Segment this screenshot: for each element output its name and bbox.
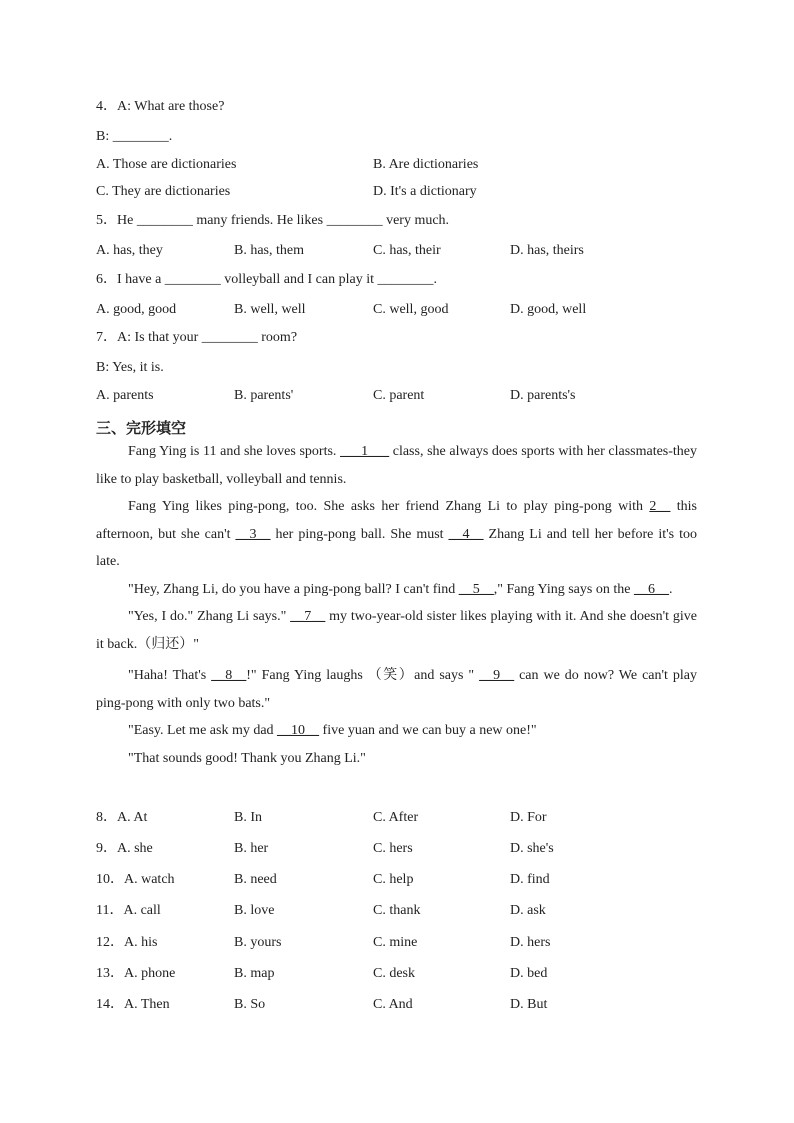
cloze-12-option-c: C. mine bbox=[373, 935, 418, 950]
cloze-12-option-d: D. hers bbox=[510, 935, 551, 950]
question-5-option-c: C. has, their bbox=[373, 243, 441, 258]
cloze-11-option-d: D. ask bbox=[510, 903, 546, 918]
passage-paragraph-4: "Yes, I do." Zhang Li says." __7__ my two-year-old sister likes playing with it. And she doesn't give it back.（归还）" bbox=[96, 609, 697, 652]
cloze-11-option-a: 11．A. call bbox=[96, 903, 161, 918]
cloze-11-option-b: B. love bbox=[234, 903, 275, 918]
blank-7: __7__ bbox=[290, 609, 326, 624]
cloze-9-option-c: C. hers bbox=[373, 841, 413, 856]
cloze-passage bbox=[96, 438, 697, 772]
blank-1: ___1___ bbox=[340, 444, 390, 459]
blank-5: __5__ bbox=[458, 581, 494, 597]
cloze-13-option-c: C. desk bbox=[373, 966, 415, 981]
question-5-option-a: A. has, they bbox=[96, 243, 163, 258]
passage-paragraph-7: "That sounds good! Thank you Zhang Li." bbox=[128, 750, 366, 766]
blank-10: __10__ bbox=[277, 723, 320, 738]
cloze-8-option-c: C. After bbox=[373, 810, 419, 825]
question-7-reply: B: Yes, it is. bbox=[96, 360, 164, 375]
question-7-option-d: D. parents's bbox=[510, 388, 576, 403]
question-6-option-c: C. well, good bbox=[373, 302, 449, 317]
cloze-10-option-d: D. find bbox=[510, 872, 550, 887]
question-6-text: 6．I have a ________ volleyball and I can play it ________. bbox=[96, 272, 437, 287]
cloze-13-option-d: D. bed bbox=[510, 966, 548, 981]
question-4-option-c: C. They are dictionaries bbox=[96, 184, 231, 199]
cloze-8-option-a: 8．A. At bbox=[96, 810, 148, 825]
question-4-reply: B: ________. bbox=[96, 129, 173, 144]
cloze-10-option-a: 10．A. watch bbox=[96, 872, 175, 887]
cloze-8-option-d: D. For bbox=[510, 810, 547, 825]
question-7-text: 7．A: Is that your ________ room? bbox=[96, 330, 298, 345]
cloze-8-option-b: B. In bbox=[234, 810, 262, 825]
cloze-14-option-a: 14．A. Then bbox=[96, 997, 170, 1012]
cloze-12-option-a: 12．A. his bbox=[96, 935, 158, 950]
question-4-option-a: A. Those are dictionaries bbox=[96, 157, 237, 172]
cloze-9-option-b: B. her bbox=[234, 841, 269, 856]
question-5-text: 5．He ________ many friends. He likes ________ very much. bbox=[96, 213, 450, 228]
cloze-12-option-b: B. yours bbox=[234, 935, 282, 950]
passage-paragraph-2: Fang Ying likes ping-pong, too. She asks her friend Zhang Li to play ping-pong with 2__ this afternoon, but she can't __3__ her ping-pong ball. She must __4__ Zhang Li and tell her before it's too late. bbox=[96, 499, 697, 569]
blank-2: 2__ bbox=[649, 499, 671, 514]
section-title-cloze: 三、完形填空 bbox=[96, 419, 187, 437]
cloze-10-option-c: C. help bbox=[373, 872, 414, 887]
question-6-option-d: D. good, well bbox=[510, 302, 587, 317]
question-6-option-b: B. well, well bbox=[234, 302, 306, 317]
question-7-option-c: C. parent bbox=[373, 388, 425, 403]
blank-4: __4__ bbox=[448, 526, 484, 542]
question-5-option-b: B. has, them bbox=[234, 243, 304, 258]
cloze-9-option-a: 9．A. she bbox=[96, 841, 153, 856]
cloze-14-option-b: B. So bbox=[234, 997, 266, 1012]
question-4-text: 4．A: What are those? bbox=[96, 99, 225, 114]
cloze-10-option-b: B. need bbox=[234, 872, 277, 887]
cloze-9-option-d: D. she's bbox=[510, 841, 554, 856]
passage-paragraph-5: "Haha! That's __8__!" Fang Ying laughs （笑）and says " __9__ can we do now? We can't play ping-pong with only two bats." bbox=[96, 668, 697, 711]
passage-paragraph-6: "Easy. Let me ask my dad __10__ five yuan and we can buy a new one!" bbox=[128, 723, 537, 738]
question-7-option-a: A. parents bbox=[96, 388, 154, 403]
passage-paragraph-1: Fang Ying is 11 and she loves sports. ___1___ class, she always does sports with her classmates-they like to play basketball, volleyball and tennis. bbox=[96, 444, 698, 487]
question-7-option-b: B. parents' bbox=[234, 388, 294, 403]
blank-3: __3__ bbox=[235, 526, 271, 542]
cloze-11-option-c: C. thank bbox=[373, 903, 421, 918]
passage-paragraph-3: "Hey, Zhang Li, do you have a ping-pong ball? I can't find __5__," Fang Ying says on the __6__. bbox=[128, 581, 673, 597]
cloze-13-option-b: B. map bbox=[234, 966, 275, 981]
question-5-option-d: D. has, theirs bbox=[510, 243, 584, 258]
cloze-14-option-d: D. But bbox=[510, 997, 548, 1012]
question-4-option-b: B. Are dictionaries bbox=[373, 157, 479, 172]
blank-8: __8__ bbox=[211, 668, 247, 683]
cloze-13-option-a: 13．A. phone bbox=[96, 966, 176, 981]
question-6-option-a: A. good, good bbox=[96, 302, 177, 317]
blank-9: __9__ bbox=[479, 668, 515, 683]
blank-6: __6__ bbox=[633, 581, 669, 597]
question-4-option-d: D. It's a dictionary bbox=[373, 184, 477, 199]
cloze-14-option-c: C. And bbox=[373, 997, 413, 1012]
